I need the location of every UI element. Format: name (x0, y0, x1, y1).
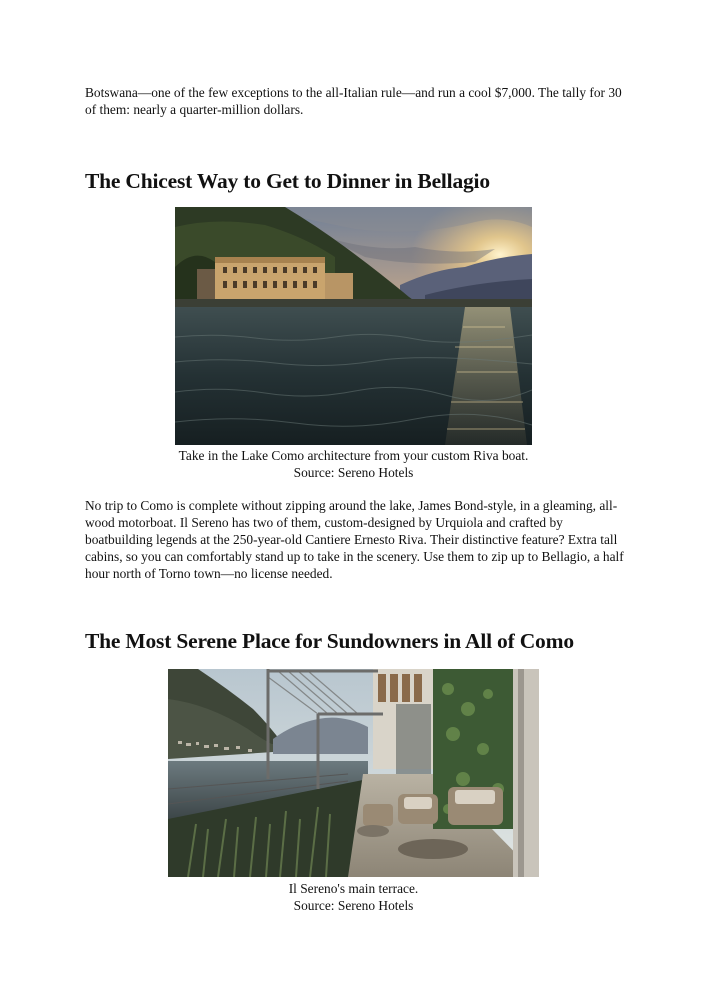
terrace-photo (168, 669, 539, 877)
photo1-source: Source: Sereno Hotels (293, 465, 414, 480)
intro-paragraph: Botswana—one of the few exceptions to the all-Italian rule—and run a cool $7,000. The tally for 30 of them: nearly a quarter-million dollars. (85, 85, 622, 117)
section-heading-bellagio: The Chicest Way to Get to Dinner in Bellagio (85, 169, 490, 193)
photo2-caption: Il Sereno's main terrace. (288, 881, 419, 896)
section-heading-sundowners: The Most Serene Place for Sundowners in All of Como (85, 629, 574, 653)
lake-como-villa-photo (175, 207, 532, 445)
photo1-caption: Take in the Lake Como architecture from your custom Riva boat. (178, 448, 529, 463)
section1-body: No trip to Como is complete without zipping around the lake, James Bond-style, in a gleaming, all-wood motorboat. Il Sereno has two of them, custom-designed by Urquiola and crafted by boatbuilding legends at the 250-year-old Cantiere Ernesto Riva. Their distinctive feature? Extra tall cabins, so you can comfortably stand up to take in the scenery. Use them to zip up to Bellagio, a half hour north of Torno town—no license needed. (85, 498, 624, 581)
photo2-source: Source: Sereno Hotels (293, 898, 414, 913)
